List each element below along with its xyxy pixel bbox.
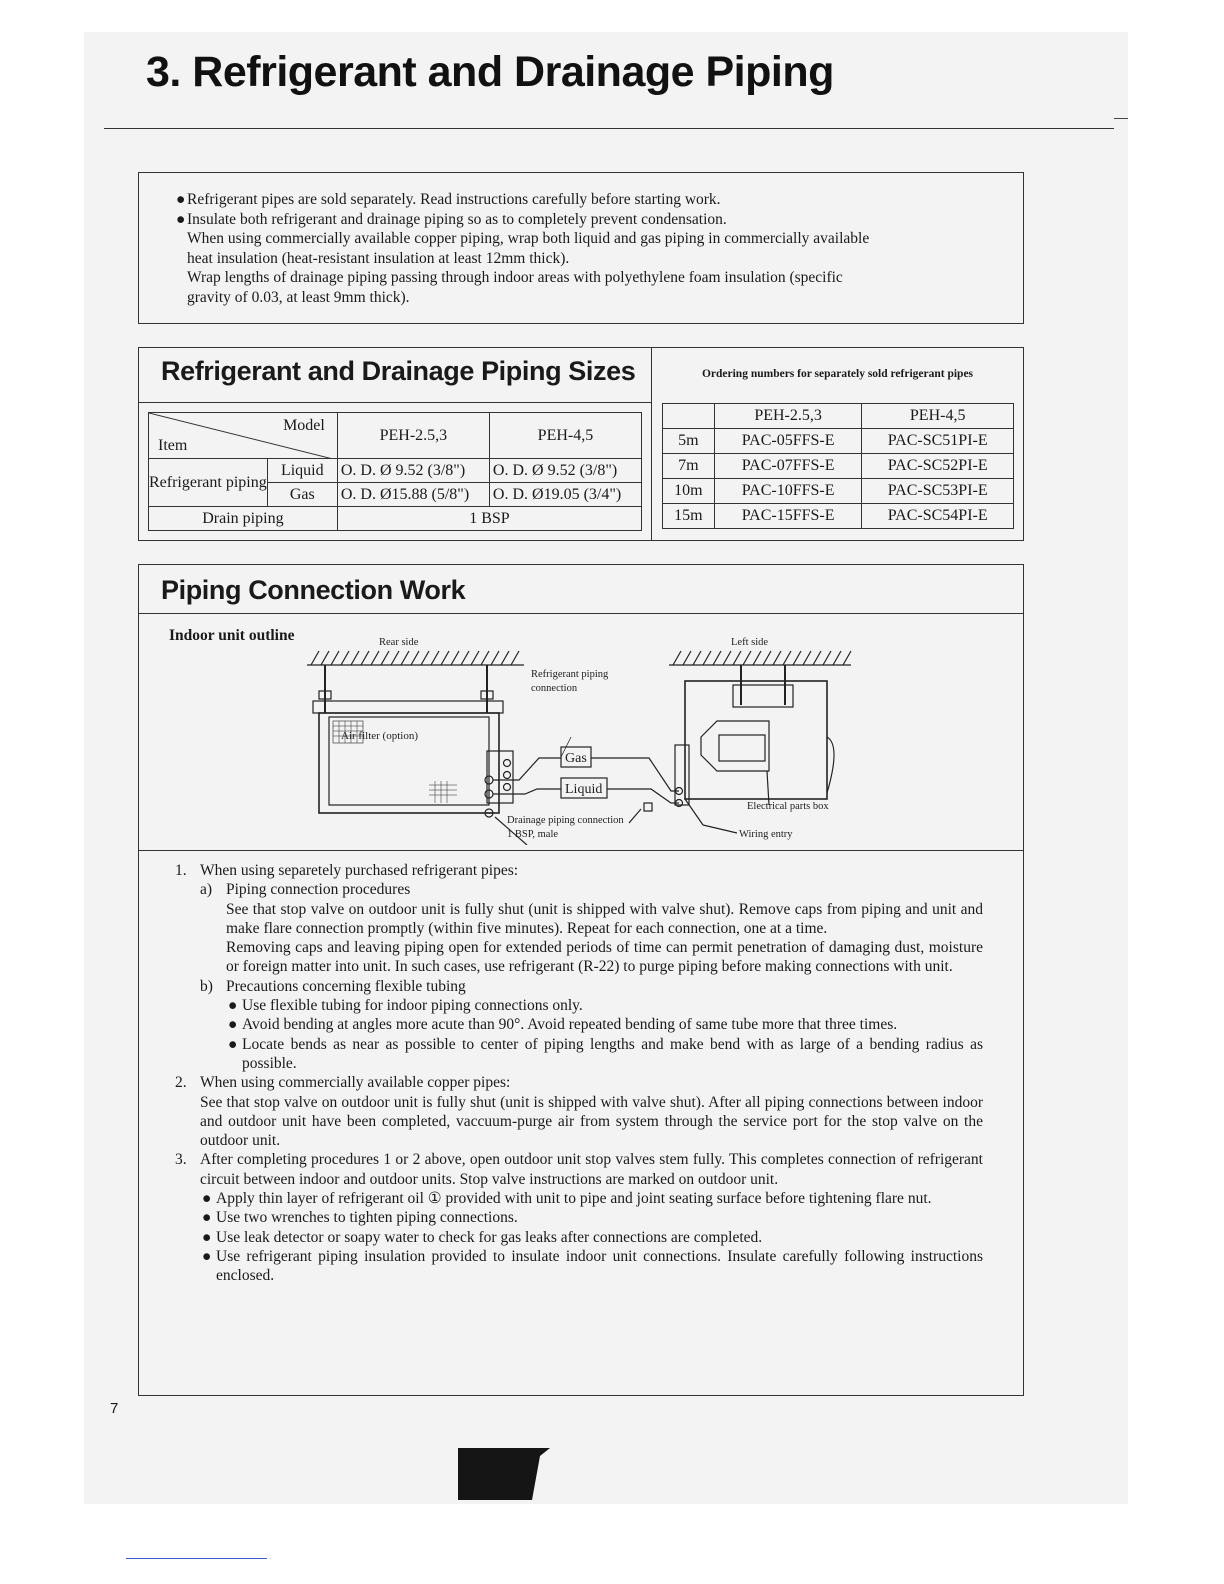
liquid-label: Liquid	[267, 459, 337, 483]
piping-sizes-table	[148, 412, 642, 531]
gas-tag: Gas	[565, 751, 587, 766]
part-number-cell: PAC-07FFS-E	[714, 454, 862, 479]
procedure-steps	[175, 861, 983, 1286]
left-unit-curve	[827, 737, 834, 793]
section-divider	[139, 402, 651, 403]
title-divider	[104, 128, 1114, 129]
drainage-connection-label: 1 BSP, male	[507, 829, 559, 840]
table-row	[663, 404, 1014, 429]
part-number-cell: PAC-SC53PI-E	[862, 479, 1014, 504]
note-line: ● Refrigerant pipes are sold separately. Read instructions carefully before starting work.	[176, 191, 721, 208]
ordering-numbers-table	[662, 403, 1014, 529]
empty-header-cell	[663, 404, 715, 429]
step-2: 2. When using commercially available copper pipes: See that stop valve on outdoor unit is fully shut (unit is shipped with valve shut). After all piping connections between indoor and outdoor unit have been completed, vaccuum-purge air from system through the service port for the stop valve on the outdoor unit.	[175, 1074, 983, 1150]
piping-connection-box	[138, 564, 1024, 1396]
header-model: Model	[283, 417, 325, 434]
rear-unit-body	[319, 713, 499, 813]
bullet-item: ● Use two wrenches to tighten piping connections.	[202, 1209, 518, 1227]
gas-leader-left	[591, 758, 679, 791]
note-line: gravity of 0.03, at least 9mm thick).	[187, 288, 410, 306]
piping-sizes-title: Refrigerant and Drainage Piping Sizes	[161, 356, 636, 386]
step-1a: a) Piping connection procedures See that stop valve on outdoor unit is fully shut (unit is shipped with valve shut). Remove caps from piping and unit and make flare connection promptly (within five minutes). Repeat for each connection, one at a time. Removing caps and leaving piping open for extended periods of time can permit penetration of damaging dust, moisture or foreign matter into unit. In such cases, use refrigerant (R-22) to purge piping before making connections with unit.	[200, 881, 983, 976]
rear-unit-top-frame	[313, 701, 503, 713]
part-number-cell: PAC-10FFS-E	[714, 479, 862, 504]
footer-line	[126, 1558, 267, 1559]
liquid-leader	[493, 789, 561, 794]
part-number-cell: PAC-05FFS-E	[714, 429, 862, 454]
part-number-cell: PAC-SC51PI-E	[862, 429, 1014, 454]
section-divider	[139, 850, 1023, 851]
liquid-size-cell: O. D. Ø 9.52 (3/8")	[489, 459, 641, 483]
wiring-leader	[685, 799, 703, 825]
step-2-title: When using commercially available copper pipes:	[200, 1074, 511, 1092]
table-row	[663, 479, 1014, 504]
note-line: ● Insulate both refrigerant and drainage piping so as to completely prevent condensation.	[176, 210, 727, 228]
model-header-cell: PEH-2.5,3	[337, 413, 489, 459]
liquid-size-cell: O. D. Ø 9.52 (3/8")	[337, 459, 489, 483]
electrical-parts-box-shape	[701, 721, 769, 771]
section-divider	[139, 613, 1023, 614]
drain-leader-left	[629, 809, 641, 823]
bullet-item: ● Use leak detector or soapy water to check for gas leaks after connections are completed.	[202, 1228, 763, 1246]
drain-port-left	[644, 803, 652, 811]
table-row	[663, 504, 1014, 529]
registration-mark	[458, 1448, 552, 1504]
table-row	[663, 429, 1014, 454]
step-1b-title: Precautions concerning flexible tubing	[226, 977, 466, 995]
length-cell: 7m	[663, 454, 715, 479]
model-header-cell: PEH-4,5	[862, 404, 1014, 429]
ordering-numbers-box	[651, 347, 1024, 541]
table-row	[149, 459, 642, 483]
port-circle	[504, 784, 511, 791]
step-1: 1. When using separetely purchased refrigerant pipes:	[175, 861, 983, 880]
step-1a-paragraph: See that stop valve on outdoor unit is fully shut (unit is shipped with valve shut). Remove caps from piping and unit and make flare connection promptly (within five minutes). Repeat for each connection, one at a time.	[226, 900, 983, 937]
header-item: Item	[158, 437, 188, 454]
step-1-title: When using separetely purchased refrigerant pipes:	[200, 862, 519, 879]
page-title: 3. Refrigerant and Drainage Piping	[146, 48, 834, 96]
step-2-paragraph: See that stop valve on outdoor unit is fully shut (unit is shipped with valve shut). After all piping connections between indoor and outdoor unit have been completed, vaccuum-purge air from system through the service port for the stop valve on the outdoor unit.	[200, 1093, 983, 1150]
ceiling-hatch-rear	[311, 651, 519, 665]
bullet-item: ● Use flexible tubing for indoor piping connections only.	[228, 997, 583, 1015]
left-side-label: Left side	[731, 637, 769, 648]
header-corner-cell	[149, 413, 338, 459]
indoor-unit-diagram	[299, 625, 859, 845]
gas-leader	[493, 758, 561, 780]
rear-side-label: Rear side	[379, 637, 419, 648]
bullet-item: ● Locate bends as near as possible to center of piping lengths and make bend with as large of a bending radius as possible.	[228, 1035, 983, 1072]
part-number-cell: PAC-15FFS-E	[714, 504, 862, 529]
electrical-leader	[767, 771, 769, 805]
indoor-unit-outline-label: Indoor unit outline	[169, 627, 295, 644]
gas-label: Gas	[267, 483, 337, 507]
gas-size-cell: O. D. Ø15.88 (5/8")	[337, 483, 489, 507]
note-line: Wrap lengths of drainage piping passing through indoor areas with polyethylene foam insulation (specific	[187, 269, 843, 287]
left-unit-body	[685, 681, 827, 799]
drain-size-cell: 1 BSP	[337, 507, 641, 531]
part-number-cell: PAC-SC54PI-E	[862, 504, 1014, 529]
table-row	[663, 454, 1014, 479]
step-3-paragraph: After completing procedures 1 or 2 above, open outdoor unit stop valves stem fully. This completes connection of refrigerant circuit between indoor and outdoor units. Stop valve instructions are marked on outdoor unit.	[200, 1151, 983, 1188]
bullet-item: ● Apply thin layer of refrigerant oil ① provided with unit to pipe and joint seating surface before tightening flare nut.	[202, 1190, 932, 1208]
electrical-parts-box	[719, 735, 765, 761]
port-circle	[504, 760, 511, 767]
electrical-parts-box-label: Electrical parts box	[747, 801, 829, 812]
step-1a-paragraph: Removing caps and leaving piping open for extended periods of time can permit penetration of damaging dust, moisture or foreign matter into unit. In such cases, use refrigerant (R-22) to purge piping before making connections with unit.	[226, 939, 983, 976]
page-number: 7	[110, 1400, 119, 1417]
step-1b: b) Precautions concerning flexible tubing ● Use flexible tubing for indoor piping connections only. ● Avoid bending at angles more acute than 90°. Avoid repeated bending of same tube more that three times. ● Locate bends as near as possible to center of piping lengths and make bend with as large of a bending radius as possible.	[200, 977, 983, 1072]
step-1a-title: Piping connection procedures	[226, 881, 411, 899]
bullet-item: ● Avoid bending at angles more acute than 90°. Avoid repeated bending of same tube more that three times.	[228, 1016, 898, 1034]
model-header-cell: PEH-4,5	[489, 413, 641, 459]
refrigerant-connection-label: Refrigerant piping	[531, 669, 609, 680]
length-cell: 15m	[663, 504, 715, 529]
step-3: 3. After completing procedures 1 or 2 above, open outdoor unit stop valves stem fully. This completes connection of refrigerant circuit between indoor and outdoor units. Stop valve instructions are marked on outdoor unit. ● Apply thin layer of refrigerant oil ① provided with unit to pipe and joint seating surface before tightening flare nut. ● Use two wrenches to tighten piping connections. ● Use leak detector or soapy water to check for gas leaks after connections are completed. ● Use refrigerant piping insulation provided to insulate indoor unit connections. Insulate carefully following instructions enclosed.	[175, 1151, 983, 1285]
wiring-leader	[703, 825, 737, 833]
drain-piping-label: Drain piping	[149, 507, 338, 531]
left-unit-flange	[675, 745, 689, 805]
liquid-tag: Liquid	[565, 782, 603, 797]
refrigerant-piping-label: Refrigerant piping	[149, 459, 268, 507]
port-circle	[504, 772, 511, 779]
piping-connection-title: Piping Connection Work	[161, 575, 466, 605]
part-number-cell: PAC-SC52PI-E	[862, 454, 1014, 479]
ordering-caption: Ordering numbers for separately sold refrigerant pipes	[701, 368, 974, 380]
gas-size-cell: O. D. Ø19.05 (3/4")	[489, 483, 641, 507]
edge-mark	[1114, 118, 1128, 119]
air-filter-label: Air filter (option)	[341, 730, 418, 742]
notes-box	[138, 172, 1024, 324]
ceiling-hatch-left	[673, 651, 851, 665]
note-line: heat insulation (heat-resistant insulation at least 12mm thick).	[187, 249, 570, 267]
piping-sizes-box	[138, 347, 652, 541]
length-cell: 10m	[663, 479, 715, 504]
table-row	[149, 413, 642, 459]
length-cell: 5m	[663, 429, 715, 454]
filter-mesh-lines	[429, 781, 457, 803]
bullet-item: ● Use refrigerant piping insulation provided to insulate indoor unit connections. Insulate carefully following instructions enclosed.	[202, 1247, 983, 1285]
table-row	[149, 507, 642, 531]
liquid-leader-left	[607, 789, 679, 803]
note-line: When using commercially available copper piping, wrap both liquid and gas piping in commercially available	[187, 230, 870, 248]
model-header-cell: PEH-2.5,3	[714, 404, 862, 429]
drainage-connection-label: Drainage piping connection	[507, 815, 624, 826]
wiring-entry-label: Wiring entry	[739, 829, 793, 840]
refrigerant-connection-label: connection	[531, 683, 578, 694]
